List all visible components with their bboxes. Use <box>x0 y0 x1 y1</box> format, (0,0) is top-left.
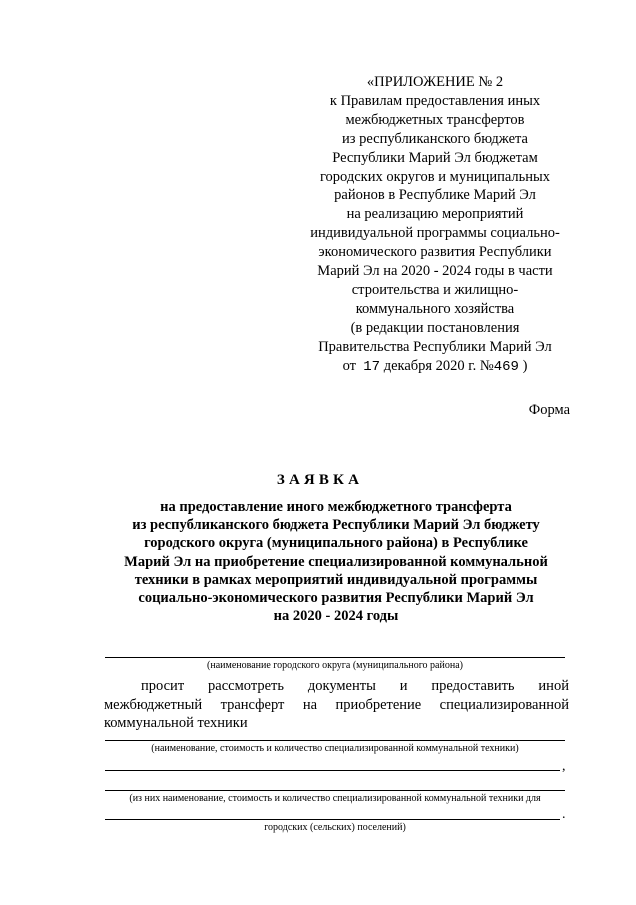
date-prefix: от <box>342 357 356 374</box>
request-paragraph <box>104 677 569 733</box>
line-comma: , <box>562 759 566 774</box>
appendix-line: экономического развития Республики <box>318 244 552 261</box>
document-title: З А Я В К А <box>276 472 360 488</box>
appendix-line: на реализацию мероприятий <box>346 206 524 223</box>
form-label: Форма <box>528 402 570 418</box>
fill-in-line-district[interactable] <box>105 657 565 658</box>
request-word: межбюджетный <box>104 696 203 713</box>
appendix-line: Правительства Республики Марий Эл <box>318 338 552 355</box>
subtitle-line: на предоставление иного межбюджетного трансферта <box>160 499 512 515</box>
appendix-date-line <box>300 357 570 377</box>
request-word: специализированной <box>439 696 569 713</box>
appendix-line: Марий Эл на 2020 - 2024 годы в части <box>317 263 553 280</box>
appendix-line: строительства и жилищно- <box>351 281 519 298</box>
subtitle-line: техники в рамках мероприятий индивидуальной программы <box>134 571 538 588</box>
fill-in-line-equipment-2[interactable] <box>105 770 560 771</box>
appendix-line: к Правилам предоставления иных <box>329 92 541 109</box>
subtitle-line: на 2020 - 2024 годы <box>273 608 399 625</box>
date-day: 17 <box>363 358 381 375</box>
fill-in-line-settlements-2[interactable] <box>105 819 560 820</box>
appendix-line: межбюджетных трансфертов <box>345 111 525 128</box>
request-word: и <box>399 678 408 694</box>
request-word: на <box>302 696 318 713</box>
subtitle-line: социально-экономического развития Республики Марий Эл <box>138 590 534 607</box>
request-word: трансферт <box>220 696 285 713</box>
request-line-1 <box>104 677 569 696</box>
document-subtitle <box>96 498 576 625</box>
request-word: документы <box>307 678 376 694</box>
request-word: приобретение <box>335 696 422 713</box>
caption-settlements-cont: городских (сельских) поселений) <box>264 822 406 833</box>
fill-in-line-equipment[interactable] <box>105 740 565 741</box>
appendix-line: индивидуальной программы социально- <box>310 225 560 242</box>
appendix-line: Республики Марий Эл бюджетам <box>332 149 538 166</box>
date-suffix: ) <box>522 357 528 374</box>
subtitle-line: Марий Эл на приобретение специализированной коммунальной <box>124 553 548 570</box>
subtitle-line: городского округа (муниципального района) в Республике <box>144 535 528 552</box>
request-word: рассмотреть <box>208 678 284 694</box>
appendix-line: коммунального хозяйства <box>355 300 515 317</box>
decree-number: 469 <box>493 358 519 375</box>
fill-in-line-settlements[interactable] <box>105 790 565 791</box>
request-word: иной <box>538 678 569 694</box>
date-middle: декабря 2020 г. № <box>383 357 494 374</box>
request-line-3: коммунальной техники <box>104 715 248 731</box>
caption-equipment: (наименование, стоимость и количество специализированной коммунальной техники) <box>151 743 519 754</box>
appendix-line: (в редакции постановления <box>350 319 520 336</box>
request-word: предоставить <box>431 678 515 694</box>
caption-settlements: (из них наименование, стоимость и количество специализированной коммунальной техники для <box>129 793 541 804</box>
line-period: . <box>562 807 566 822</box>
appendix-line: «ПРИЛОЖЕНИЕ № 2 <box>366 74 504 90</box>
appendix-line: из республиканского бюджета <box>342 130 528 147</box>
caption-district: (наименование городского округа (муниципального района) <box>207 660 463 671</box>
request-word: просит <box>141 678 185 694</box>
request-line-2 <box>104 696 569 715</box>
appendix-header <box>300 73 570 377</box>
subtitle-line: из республиканского бюджета Республики Марий Эл бюджету <box>132 517 540 534</box>
appendix-line: районов в Республике Марий Эл <box>334 187 536 204</box>
appendix-line: городских округов и муниципальных <box>319 168 551 185</box>
